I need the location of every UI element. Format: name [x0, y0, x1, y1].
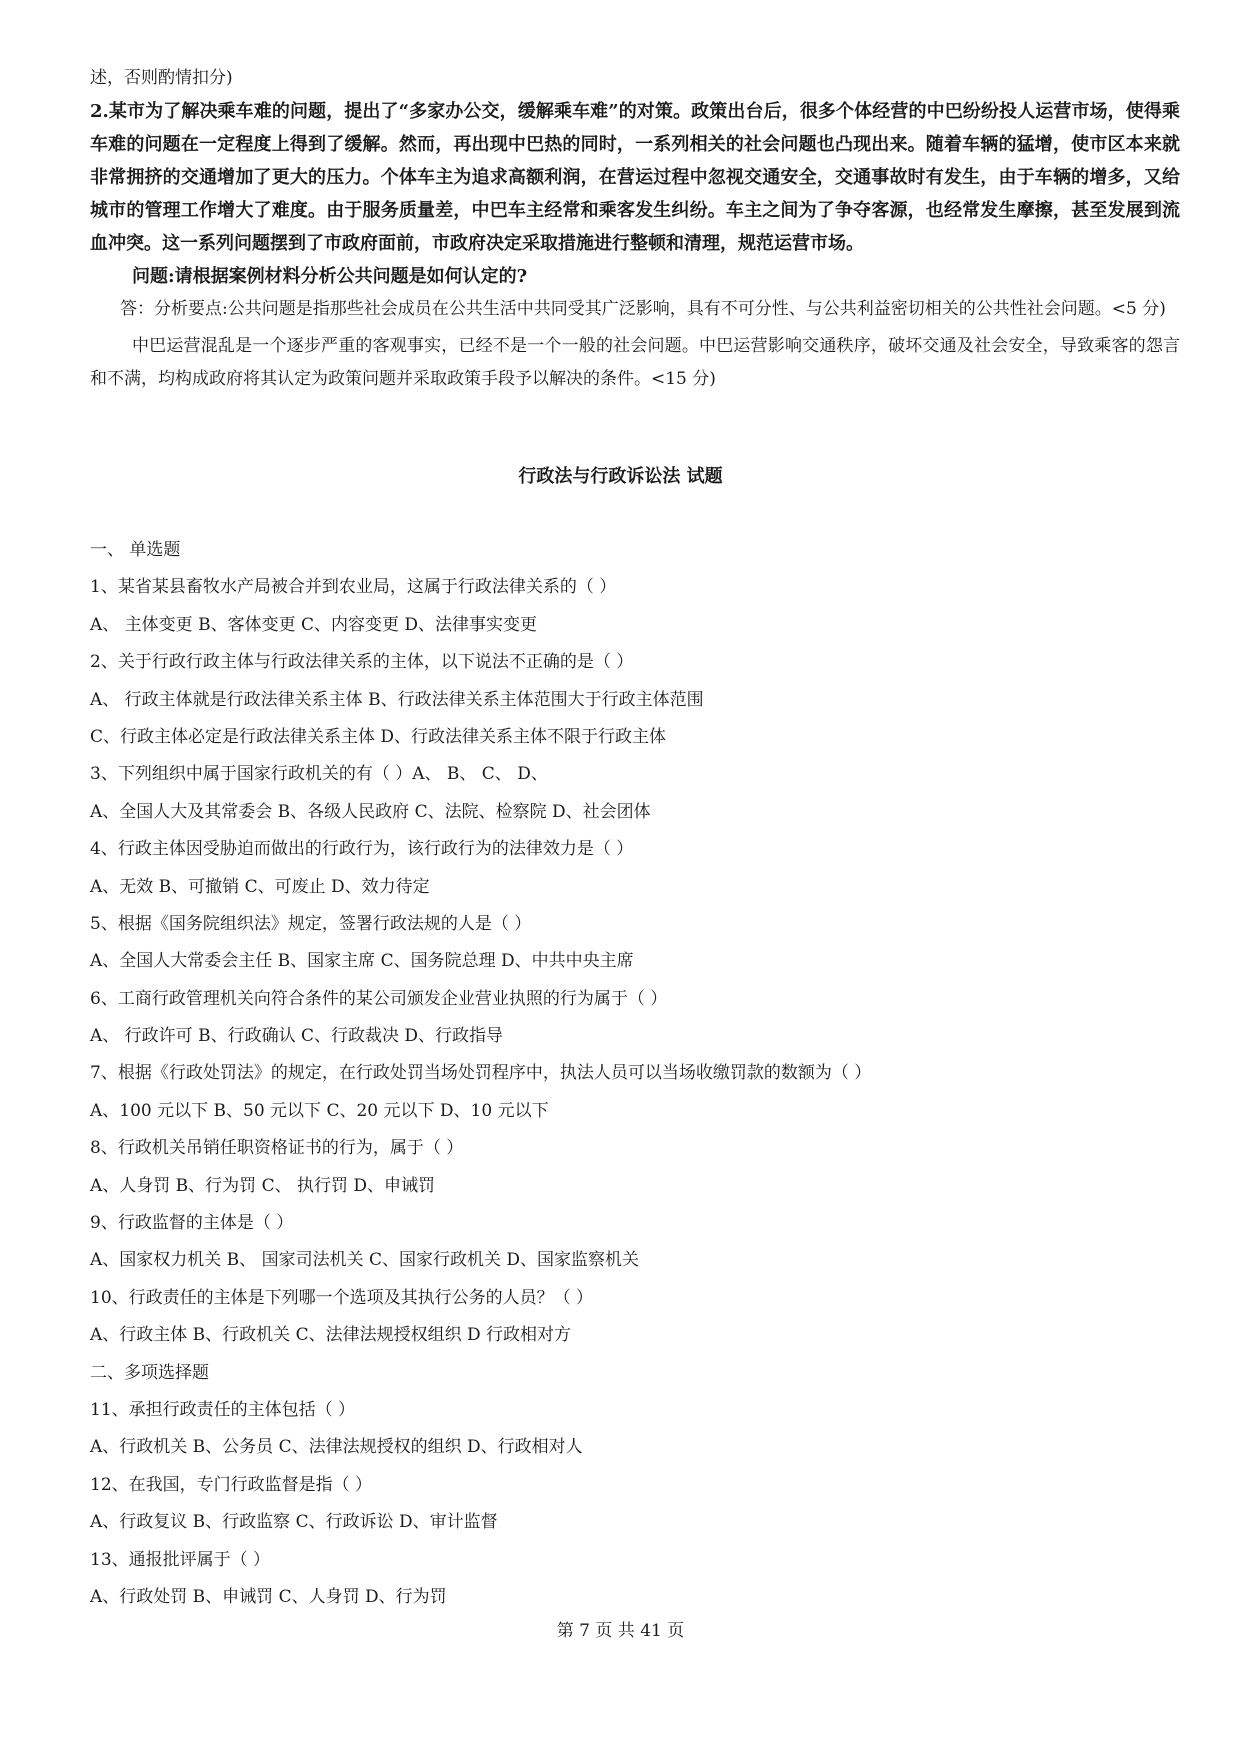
- question-1: 1、某省某县畜牧水产局被合并到农业局，这属于行政法律关系的（ ）: [90, 577, 617, 598]
- question-12: 12、在我国，专门行政监督是指（ ）: [90, 1474, 373, 1495]
- question-4-options: A、无效 B、可撤销 C、可废止 D、效力待定: [90, 876, 430, 897]
- question-10-options: A、行政主体 B、行政机关 C、法律法规授权组织 D 行政相对方: [90, 1325, 572, 1346]
- question-2-options-a-b: A、 行政主体就是行政法律关系主体 B、行政法律关系主体范围大于行政主体范围: [90, 689, 704, 710]
- question-12-options: A、行政复议 B、行政监察 C、行政诉讼 D、审计监督: [90, 1512, 498, 1533]
- section-heading-single-choice: 一、 单选题: [90, 540, 181, 560]
- question-4: 4、行政主体因受胁迫而做出的行政行为，该行政行为的法律效力是（ ）: [90, 839, 634, 860]
- question-2: 2、关于行政行政主体与行政法律关系的主体，以下说法不正确的是（ ）: [90, 652, 634, 673]
- question-11-options: A、行政机关 B、公务员 C、法律法规授权的组织 D、行政相对人: [90, 1437, 583, 1458]
- question-7-options: A、100 元以下 B、50 元以下 C、20 元以下 D、10 元以下: [90, 1100, 549, 1121]
- question-3: 3、下列组织中属于国家行政机关的有（ ）A、 B、 C、 D、: [90, 764, 548, 785]
- page-number-footer: 第 7 页 共 41 页: [556, 1621, 685, 1641]
- case-paragraph: 2.某市为了解决乘车难的问题，提出了“多家办公交，缓解乘车难”的对策。政策出台后，很多个体经营的中巴纷纷投人运营市场，使得乘车难的问题在一定程度上得到了缓解。然而，再出现中巴热的同时，一系列相关的社会问题也凸现出来。随着车辆的猛增，使市区本来就非常拥挤的交通增加了更大的压力。个体车主为追求高额利润，在营运过程中忽视交通安全，交通事故时有发生，由于车辆的增多，又给城市的管理工作增大了难度。由于服务质量差，中巴车主经常和乘客发生纠纷。车主之间为了争夺客源，也经常发生摩擦，甚至发展到流血冲突。这一系列问题摆到了市政府面前，市政府决定采取措施进行整顿和清理，规范运营市场。: [90, 101, 1180, 254]
- case-study-section: [90, 62, 1180, 396]
- section-heading-multiple-choice: 二、多项选择题: [90, 1362, 209, 1383]
- question-8: 8、行政机关吊销任职资格证书的行为，属于（ ）: [90, 1138, 464, 1159]
- question-13: 13、通报批评属于（ ）: [90, 1549, 271, 1570]
- previous-answer-continuation: 述，否则酌情扣分): [90, 68, 233, 88]
- question-5-options: A、全国人大常委会主任 B、国家主席 C、国务院总理 D、中共中央主席: [90, 951, 634, 972]
- question-10: 10、行政责任的主体是下列哪一个选项及其执行公务的人员？（ ）: [90, 1287, 594, 1308]
- answer-point-1: 答：分析要点:公共问题是指那些社会成员在公共生活中共同受其广泛影响，具有不可分性、与公共利益密切相关的公共性社会问题。<5 分): [120, 299, 1166, 319]
- exam-title: 行政法与行政诉讼法 试题: [518, 466, 723, 487]
- question-9: 9、行政监督的主体是（ ）: [90, 1213, 294, 1234]
- question-9-options: A、国家权力机关 B、 国家司法机关 C、国家行政机关 D、国家监察机关: [90, 1250, 640, 1271]
- case-question: 问题:请根据案例材料分析公共问题是如何认定的?: [132, 266, 528, 287]
- question-8-options: A、人身罚 B、行为罚 C、 执行罚 D、申诫罚: [90, 1175, 436, 1196]
- question-list: [90, 532, 1180, 1616]
- question-5: 5、根据《国务院组织法》规定，签署行政法规的人是（ ）: [90, 913, 532, 934]
- question-6-options: A、 行政许可 B、行政确认 C、行政裁决 D、行政指导: [90, 1026, 504, 1047]
- question-6: 6、工商行政管理机关向符合条件的某公司颁发企业营业执照的行为属于（ ）: [90, 988, 668, 1009]
- answer-point-2: 中巴运营混乱是一个逐步严重的客观事实，已经不是一个一般的社会问题。中巴运营影响交通秩序，破坏交通及社会安全，导致乘客的怨言和不满，均构成政府将其认定为政策问题并采取政策手段予以解决的条件。<15 分): [90, 336, 1180, 389]
- question-7: 7、根据《行政处罚法》的规定，在行政处罚当场处罚程序中，执法人员可以当场收缴罚款的数额为（ ）: [90, 1063, 872, 1084]
- question-2-options-c-d: C、行政主体必定是行政法律关系主体 D、行政法律关系主体不限于行政主体: [90, 726, 667, 747]
- question-13-options: A、行政处罚 B、申诫罚 C、人身罚 D、行为罚: [90, 1586, 447, 1607]
- question-1-options: A、 主体变更 B、客体变更 C、内容变更 D、法律事实变更: [90, 614, 538, 635]
- question-3-options: A、全国人大及其常委会 B、各级人民政府 C、法院、检察院 D、社会团体: [90, 801, 651, 822]
- question-11: 11、承担行政责任的主体包括（ ）: [90, 1399, 356, 1420]
